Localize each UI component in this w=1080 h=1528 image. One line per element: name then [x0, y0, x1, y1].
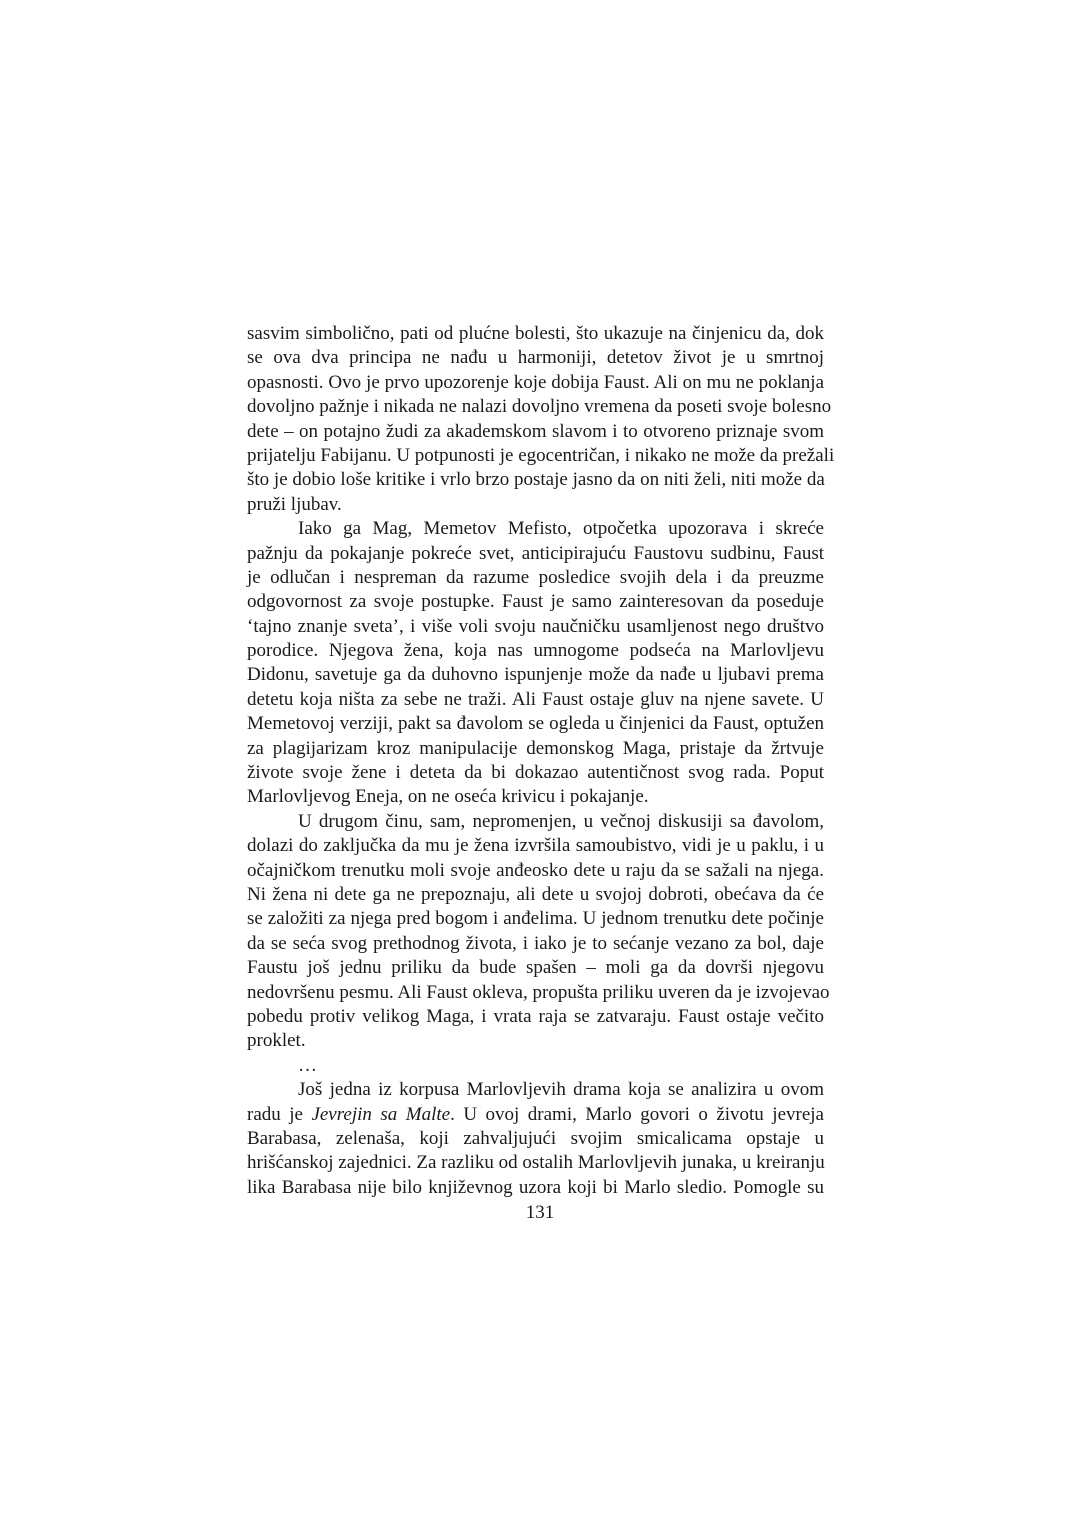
text-line: pobedu protiv velikog Maga, i vrata raja se zatvaraju. Faust ostaje večito — [247, 1005, 824, 1027]
text-line: lika Barabasa nije bilo književnog uzora koji bi Marlo sledio. Pomogle su — [247, 1176, 824, 1198]
play-title: Jevrejin sa Malte — [311, 1103, 451, 1125]
text-line: U drugom činu, sam, nepromenjen, u večnoj diskusiji sa đavolom, — [298, 810, 824, 832]
text-line: Iako ga Mag, Memetov Mefisto, otpočetka upozorava i skreće — [298, 518, 824, 540]
text-line: ‘tajno znanje sveta’, i više voli svoju naučničku usamljenost nego društvo — [247, 615, 824, 637]
text-line: se ova dva principa ne nađu u harmoniji, detetov život je u smrtnoj — [247, 347, 824, 369]
text-line: nedovršenu pesmu. Ali Faust okleva, propušta priliku uveren da je izvojevao — [247, 981, 830, 1003]
text-line: Memetovoj verziji, pakt sa đavolom se ogleda u činjenici da Faust, optužen — [247, 713, 824, 735]
text-line: je odlučan i nespreman da razume posledice svojih dela i da preuzme — [247, 566, 824, 588]
text-line: Ni žena ni dete ga ne prepoznaju, ali dete u svojoj dobroti, obećava da će — [247, 883, 824, 905]
text-line: što je dobio loše kritike i vrlo brzo postaje jasno da on niti želi, niti može da — [247, 469, 825, 491]
text-line: da se seća svog prethodnog života, i iako je to sećanje vezano za bol, daje — [247, 932, 824, 954]
page-number: 131 — [525, 1202, 555, 1223]
text-line: Marlovljevog Eneja, on ne oseća krivicu i pokajanje. — [247, 786, 649, 808]
text-line: pruži ljubav. — [247, 493, 342, 515]
ellipsis-separator: … — [298, 1054, 317, 1076]
text-line: Barabasa, zelenaša, koji zahvaljujući svojim smicalicama opstaje u — [247, 1127, 824, 1149]
text-line: odgovornost za svoje postupke. Faust je samo zainteresovan da poseduje — [247, 591, 824, 613]
text-segment: radu je — [247, 1103, 312, 1125]
text-line: hrišćanskoj zajednici. Za razliku od ostalih Marlovljevih junaka, u kreiranju — [247, 1152, 825, 1174]
text-line: dolazi do zaključka da mu je žena izvršila samoubistvo, vidi je u paklu, i u — [247, 835, 824, 857]
text-line: pažnju da pokajanje pokreće svet, anticipirajuću Faustovu sudbinu, Faust — [247, 542, 824, 564]
text-segment: . U ovoj drami, Marlo govori o životu jevreja — [450, 1103, 824, 1125]
text-line: detetu koja ništa za sebe ne traži. Ali Faust ostaje gluv na njene savete. U — [247, 688, 824, 710]
text-line: Didonu, savetuje ga da duhovno ispunjenje može da nađe u ljubavi prema — [247, 664, 824, 686]
text-line: živote svoje žene i deteta da bi dokazao autentičnost svog rada. Poput — [247, 762, 824, 784]
text-line: opasnosti. Ovo je prvo upozorenje koje dobija Faust. Ali on mu ne poklanja — [247, 371, 824, 393]
text-line: prijatelju Fabijanu. U potpunosti je egocentričan, i nikako ne može da prežali — [247, 444, 835, 466]
text-line: Faustu još jednu priliku da bude spašen – moli ga da dovrši njegovu — [247, 957, 824, 979]
text-line: Još jedna iz korpusa Marlovljevih drama koja se analizira u ovom — [298, 1079, 824, 1101]
text-line: proklet. — [247, 1030, 306, 1052]
text-line: se založiti za njega pred bogom i anđelima. U jednom trenutku dete počinje — [247, 908, 824, 930]
text-line: za plagijarizam kroz manipulacije demonskog Maga, pristaje da žrtvuje — [247, 737, 824, 759]
text-line: sasvim simbolično, pati od plućne bolesti, što ukazuje na činjenicu da, dok — [247, 323, 824, 344]
text-line: očajničkom trenutku moli svoje anđeosko dete u raju da se sažali na njega. — [247, 859, 824, 881]
body-text — [247, 322, 835, 1200]
text-line: porodice. Njegova žena, koja nas umnogome podseća na Marlovljevu — [247, 640, 824, 662]
text-line — [247, 1103, 824, 1127]
text-line: dovoljno pažnje i nikada ne nalazi dovoljno vremena da poseti svoje bolesno — [247, 396, 832, 418]
text-line: dete – on potajno žudi za akademskom slavom i to otvoreno priznaje svom — [247, 420, 824, 442]
